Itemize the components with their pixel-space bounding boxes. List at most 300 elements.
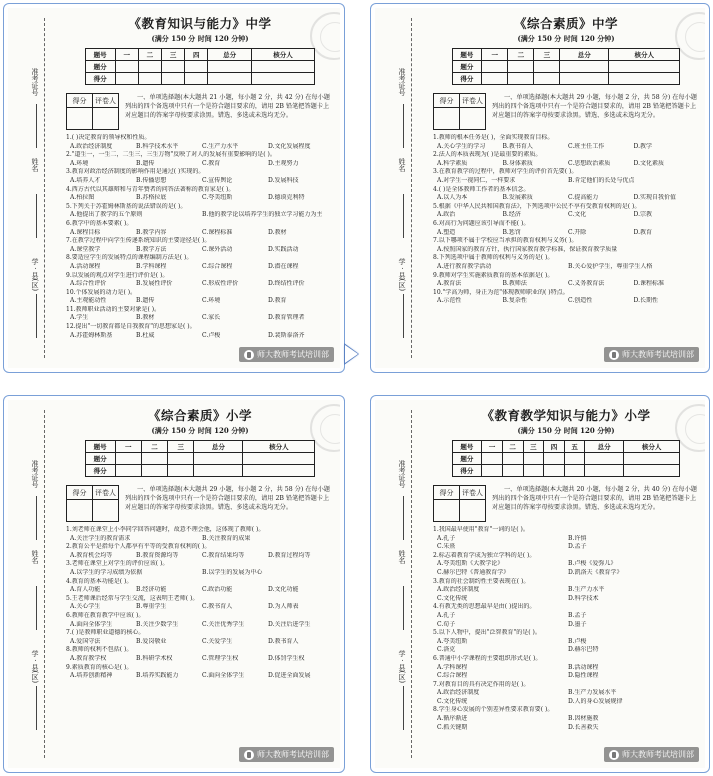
- question-options: [66, 603, 334, 612]
- answer-option[interactable]: C.环境: [202, 297, 221, 305]
- answer-option[interactable]: A.培养创新精神: [70, 672, 113, 680]
- margin-label: 姓名: [398, 158, 406, 172]
- answer-option[interactable]: A.活动课程: [70, 262, 101, 270]
- score-row: [85, 453, 314, 465]
- answer-option[interactable]: B.遗传: [136, 159, 155, 167]
- question-options: [66, 229, 334, 238]
- watermark-badge: [604, 747, 699, 762]
- section-header: [433, 93, 699, 130]
- answer-option[interactable]: B.科学技术水平: [136, 142, 179, 150]
- answer-option[interactable]: D.主观努力: [268, 159, 299, 167]
- score-blank-cell[interactable]: [502, 465, 523, 477]
- answer-option[interactable]: D.教育: [268, 297, 287, 305]
- sheet-content: [433, 12, 699, 364]
- answer-option[interactable]: B.教师法: [502, 280, 527, 288]
- score-header-cell: 总分: [585, 441, 624, 453]
- answer-option[interactable]: D.墨子: [568, 620, 587, 628]
- watermark-text: 师大教师考试培训部: [622, 750, 694, 759]
- answer-option[interactable]: A.政治经济制度: [437, 689, 480, 697]
- score-blank-cell[interactable]: [162, 73, 185, 85]
- answer-option[interactable]: C.创造性: [568, 297, 593, 305]
- exam-subtitle: (满分 150 分 时间 120 分钟): [517, 426, 615, 435]
- answer-option[interactable]: D.潜在课程: [268, 262, 299, 270]
- answer-option[interactable]: D.德谟克利特: [268, 194, 305, 202]
- answer-option[interactable]: D.实践活动: [268, 245, 299, 253]
- score-header-cell: 四: [185, 49, 208, 61]
- fill-line: [36, 194, 37, 238]
- score-row-label: 题分: [452, 61, 482, 73]
- score-blank-cell[interactable]: [251, 61, 315, 73]
- score-header-cell: 核分人: [623, 441, 679, 453]
- answer-option[interactable]: B.学科课程: [136, 262, 167, 270]
- answer-option[interactable]: D.教书育人: [268, 637, 299, 645]
- score-table: [452, 440, 681, 477]
- answer-option[interactable]: B.培养实践能力: [136, 672, 179, 680]
- answer-option[interactable]: B.经济: [502, 211, 521, 219]
- margin-label: 学 · 县(区): [398, 650, 406, 684]
- answer-option[interactable]: D.科学技术: [568, 594, 599, 602]
- score-blank-cell[interactable]: [138, 61, 161, 73]
- score-header-cell: 题号: [452, 49, 482, 61]
- answer-option[interactable]: A.教育教学权: [70, 654, 107, 662]
- score-row: [452, 61, 680, 73]
- answer-option[interactable]: B.肯定他们的长处与优点: [568, 176, 635, 184]
- answer-option[interactable]: B.发展素质: [502, 194, 533, 202]
- score-blank-cell[interactable]: [609, 61, 680, 73]
- answer-option[interactable]: A.面向全体学生: [70, 620, 113, 628]
- answer-option[interactable]: B.身体素质: [502, 159, 533, 167]
- answer-option[interactable]: C.班主任工作: [568, 142, 605, 150]
- answer-option[interactable]: B.苏格拉底: [136, 194, 167, 202]
- section-instructions: 一、单项选择题(本大题共 21 小题，每小题 2 分，共 42 分) 在每小题列出的四个备选项中只有一个是符合题目要求的，请用 2B 铅笔把答题卡上对应题目的答案字母按要求涂黑。错选、多选或未选均无分。: [125, 94, 330, 120]
- answer-option[interactable]: D.终结性评价: [268, 280, 305, 288]
- answer-option[interactable]: C.形成性评价: [202, 280, 239, 288]
- grader-blank[interactable]: [460, 108, 486, 130]
- answer-option[interactable]: A.以学生的学习成绩为依据: [70, 568, 143, 576]
- answer-option[interactable]: B.杜威: [136, 331, 155, 339]
- answer-option[interactable]: D.课程标准: [633, 280, 665, 288]
- grader-blank[interactable]: [434, 500, 460, 522]
- answer-option[interactable]: B.卢梭: [568, 637, 587, 645]
- answer-option[interactable]: C.文化传统: [437, 594, 468, 602]
- answer-option[interactable]: B.因材施教: [568, 715, 599, 723]
- answer-option[interactable]: C.抓关键期: [437, 723, 468, 731]
- answer-option[interactable]: D.赫尔巴特: [568, 646, 599, 654]
- score-blank-cell[interactable]: [141, 465, 167, 477]
- score-header-cell: 二: [502, 441, 523, 453]
- answer-option[interactable]: C.荀子: [437, 620, 456, 628]
- score-blank-cell[interactable]: [194, 465, 243, 477]
- question-stem: 5.下列关于苏霍姆林斯基的说法错误的是( )。: [66, 202, 187, 210]
- score-blank-cell[interactable]: [508, 61, 534, 73]
- answer-option[interactable]: A.按照国家的教育方针，执行国家教育教学标准，保证教育教学质量: [437, 245, 618, 253]
- answer-option[interactable]: C.提高能力: [568, 194, 599, 202]
- question-stem: 1.刘老师在课堂上小李同学回答问题时，故意不理会他，这体现了教师( )。: [66, 526, 265, 533]
- grader-blank[interactable]: [67, 108, 93, 130]
- score-blank-cell[interactable]: [115, 61, 138, 73]
- exam-sheet: [8, 8, 340, 368]
- question-stem: 9.以发展的观点对学生进行评价是( )。: [66, 271, 169, 279]
- score-row-label: 得分: [452, 73, 482, 85]
- score-header-cell: 总分: [208, 49, 251, 61]
- answer-option[interactable]: B.卢梭《爱弥儿》: [568, 560, 617, 568]
- score-header-cell: 一: [482, 49, 508, 61]
- answer-option[interactable]: A.以人为本: [437, 194, 468, 202]
- score-header-cell: 三: [162, 49, 185, 61]
- answer-option[interactable]: A.夸美纽斯《大教学论》: [437, 560, 504, 568]
- question-stem: 5.王老师课后经常与学生交流，这表明王老师( )。: [66, 594, 199, 602]
- answer-option[interactable]: A.孔子: [437, 534, 456, 542]
- answer-option[interactable]: A.循序渐进: [437, 715, 468, 723]
- score-blank-cell[interactable]: [482, 453, 503, 465]
- question-stem: 3.教育的社会制约性主要表现在( )。: [433, 577, 530, 585]
- watermark-badge: [604, 347, 699, 362]
- answer-option[interactable]: A.塑造: [437, 228, 456, 236]
- answer-option[interactable]: D.发展科技: [268, 176, 299, 184]
- question-options: [433, 143, 699, 152]
- answer-option[interactable]: B.发展性评价: [136, 280, 173, 288]
- answer-option[interactable]: B.教材: [136, 314, 155, 322]
- answer-option[interactable]: B.遗传: [136, 297, 155, 305]
- answer-option[interactable]: D.教材: [268, 228, 287, 236]
- margin-label: 学 · 县(区): [398, 258, 406, 292]
- answer-option[interactable]: D.裴斯泰洛齐: [268, 331, 305, 339]
- question-options: [433, 246, 699, 255]
- score-header-cell: 核分人: [609, 49, 680, 61]
- question-options: [66, 535, 334, 544]
- section-header: [433, 485, 699, 522]
- margin-label: 准考证号: [31, 68, 39, 96]
- panel-bottom-right: [370, 395, 710, 773]
- score-blank-cell[interactable]: [243, 453, 315, 465]
- answer-option[interactable]: A.关心学生的学习: [437, 142, 486, 150]
- answer-option[interactable]: C.政治功能: [202, 586, 233, 594]
- watermark-text: 师大教师考试培训部: [622, 350, 694, 359]
- question-stem: 3.在教育教学的过程中，教师对学生的评价首先要( )。: [433, 168, 578, 176]
- answer-option[interactable]: C.洛克: [437, 646, 456, 654]
- score-blank-cell[interactable]: [168, 465, 194, 477]
- answer-option[interactable]: C.朱熹: [437, 543, 456, 551]
- grader-blank[interactable]: [93, 500, 119, 522]
- margin-label: 学 · 县(区): [31, 650, 39, 684]
- answer-option[interactable]: D.体罚学生权: [268, 654, 305, 662]
- score-blank-cell[interactable]: [564, 465, 585, 477]
- question-options: [66, 586, 334, 595]
- wechat-logo-icon: [244, 750, 254, 760]
- watermark-badge: [239, 347, 334, 362]
- answer-option[interactable]: A.培养人才: [70, 176, 101, 184]
- answer-option[interactable]: A.爱国守法: [70, 637, 101, 645]
- answer-option[interactable]: C.课程标准: [202, 228, 233, 236]
- question-stem: 2.教育公平是指每个人都享有平等的受教育权利的( )。: [66, 543, 211, 551]
- answer-option[interactable]: C.赫尔巴特《普通教育学》: [437, 568, 510, 576]
- question-options: [433, 229, 699, 238]
- answer-option[interactable]: D.长善救失: [568, 723, 599, 731]
- answer-option[interactable]: D.文化素质: [633, 159, 665, 167]
- answer-option[interactable]: C.卢梭: [202, 331, 221, 339]
- answer-option[interactable]: A.示范性: [437, 297, 462, 305]
- answer-option[interactable]: A.他提出了教学的五个原则: [70, 211, 143, 219]
- answer-option[interactable]: C.管理学生权: [202, 654, 239, 662]
- grader-box: [66, 485, 119, 522]
- answer-option[interactable]: C.义务教育法: [568, 280, 605, 288]
- question-options: [66, 672, 334, 681]
- answer-option[interactable]: B.经济功能: [136, 586, 167, 594]
- question-options: [66, 297, 334, 306]
- score-blank-cell[interactable]: [534, 61, 560, 73]
- section-header: [66, 93, 334, 130]
- question-options: [66, 638, 334, 647]
- answer-option[interactable]: B.以学生的发展为中心: [202, 568, 263, 576]
- answer-option[interactable]: A.政治经济制度: [437, 586, 480, 594]
- question-stem: 10."学高为师，身正为范"体现教师职业的( )特点。: [433, 288, 569, 296]
- exam-title: 《教育教学知识与能力》小学: [481, 408, 651, 423]
- score-header-cell: 一: [482, 441, 503, 453]
- score-blank-cell[interactable]: [162, 61, 185, 73]
- answer-option[interactable]: A.科学素质: [437, 159, 468, 167]
- score-blank-cell[interactable]: [585, 453, 624, 465]
- answer-option[interactable]: D.实现自我价值: [633, 194, 677, 202]
- answer-option[interactable]: D.文化功能: [268, 586, 299, 594]
- question-stem: 9.素质教育的核心是( )。: [66, 663, 133, 671]
- answer-option[interactable]: A.课程目标: [70, 228, 101, 236]
- grader-blank[interactable]: [93, 108, 119, 130]
- answer-option[interactable]: C.教书育人: [202, 603, 233, 611]
- score-blank-cell[interactable]: [141, 453, 167, 465]
- grader-blank[interactable]: [67, 500, 93, 522]
- answer-option[interactable]: C.综合课程: [437, 672, 468, 680]
- answer-option[interactable]: A.进行教育教学活动: [437, 262, 492, 270]
- score-header-cell: 核分人: [251, 49, 315, 61]
- answer-option[interactable]: C.综合课程: [202, 262, 233, 270]
- score-row: [85, 465, 314, 477]
- sheet-content: [433, 404, 699, 764]
- answer-option[interactable]: D.教学: [633, 142, 653, 150]
- answer-option[interactable]: B.关注少数学生: [136, 620, 179, 628]
- answer-option[interactable]: B.科研学术权: [136, 654, 173, 662]
- cut-line: [411, 410, 412, 758]
- score-table: [85, 48, 315, 85]
- score-header-row: [452, 441, 680, 453]
- answer-option[interactable]: B.生产力水平: [568, 586, 605, 594]
- grader-blank[interactable]: [434, 108, 460, 130]
- answer-option[interactable]: C.关爱学生: [202, 637, 233, 645]
- answer-option[interactable]: A.夸美纽斯: [437, 637, 468, 645]
- score-blank-cell[interactable]: [208, 73, 251, 85]
- answer-option[interactable]: C.夸美纽斯: [202, 194, 233, 202]
- answer-option[interactable]: C.文化传统: [437, 697, 468, 705]
- score-blank-cell[interactable]: [623, 453, 679, 465]
- question-options: [66, 263, 334, 272]
- grader-label: 评卷人: [93, 486, 119, 500]
- question-list: [433, 134, 699, 306]
- score-header-cell: 二: [138, 49, 161, 61]
- question-options: [433, 211, 699, 220]
- grader-label: 评卷人: [460, 94, 486, 108]
- watermark-text: 师大教师考试培训部: [257, 750, 329, 759]
- watermark-text: 师大教师考试培训部: [257, 350, 329, 359]
- answer-option[interactable]: B.惩罚: [502, 228, 521, 236]
- answer-option[interactable]: B.关注教育的成果: [202, 534, 251, 542]
- question-stem: 7.( )是教师职业道德的核心。: [66, 629, 145, 637]
- answer-option[interactable]: A.环境: [70, 159, 89, 167]
- score-blank-cell[interactable]: [502, 453, 523, 465]
- answer-option[interactable]: D.隐性课程: [568, 672, 599, 680]
- question-options: [66, 569, 334, 578]
- answer-option[interactable]: C.教育: [202, 159, 221, 167]
- answer-option[interactable]: B.爱岗敬业: [136, 637, 167, 645]
- answer-option[interactable]: B.生产力发展水平: [568, 689, 617, 697]
- answer-option[interactable]: A.学科课程: [437, 663, 468, 671]
- answer-option[interactable]: D.长期性: [633, 297, 659, 305]
- score-blank-cell[interactable]: [194, 453, 243, 465]
- answer-option[interactable]: D.宗教: [633, 211, 653, 219]
- answer-option[interactable]: C.关注优秀学生: [202, 620, 245, 628]
- score-blank-cell[interactable]: [115, 465, 141, 477]
- grader-label: 得分: [434, 94, 460, 108]
- question-options: [66, 194, 334, 203]
- score-header-cell: 二: [508, 49, 534, 61]
- answer-option[interactable]: C.生产力水平: [202, 142, 239, 150]
- score-blank-cell[interactable]: [243, 465, 315, 477]
- score-blank-cell[interactable]: [185, 61, 208, 73]
- panel-top-left: [3, 3, 345, 373]
- score-blank-cell[interactable]: [168, 453, 194, 465]
- answer-option[interactable]: B.教学方法: [136, 245, 167, 253]
- fill-line: [36, 104, 37, 148]
- margin-label: 学 · 县(区): [31, 258, 39, 292]
- answer-option[interactable]: A.政治经济制度: [70, 142, 113, 150]
- answer-option[interactable]: A.关心学生: [70, 603, 101, 611]
- answer-option[interactable]: A.柏拉图: [70, 194, 95, 202]
- score-blank-cell[interactable]: [623, 465, 679, 477]
- answer-option[interactable]: A.学生: [70, 314, 89, 322]
- score-blank-cell[interactable]: [523, 453, 544, 465]
- question-options: [433, 160, 699, 169]
- answer-option[interactable]: A.孔子: [437, 611, 456, 619]
- score-blank-cell[interactable]: [609, 73, 680, 85]
- answer-option[interactable]: B.教书育人: [502, 142, 533, 150]
- answer-option[interactable]: C.思想政治素质: [568, 159, 611, 167]
- answer-option[interactable]: D.教育过程均等: [268, 551, 311, 559]
- answer-option[interactable]: C.教育结果均等: [202, 551, 245, 559]
- score-blank-cell[interactable]: [482, 73, 508, 85]
- exam-subtitle: (满分 150 分 时间 120 分钟): [151, 34, 249, 43]
- question-options: [433, 715, 699, 732]
- answer-option[interactable]: D.孟子: [568, 543, 587, 551]
- answer-option[interactable]: D.人的身心发展规律: [568, 697, 623, 705]
- answer-option[interactable]: B.孟子: [568, 611, 587, 619]
- watermark-badge: [239, 747, 334, 762]
- score-blank-cell[interactable]: [208, 61, 251, 73]
- answer-option[interactable]: D.教育管理者: [268, 314, 305, 322]
- answer-option[interactable]: A.教育机会均等: [70, 551, 113, 559]
- question-stem: 1.教师的根本任务是( )，全面实现教育目标。: [433, 134, 554, 141]
- score-blank-cell[interactable]: [523, 465, 544, 477]
- score-blank-cell[interactable]: [138, 73, 161, 85]
- score-blank-cell[interactable]: [115, 73, 138, 85]
- answer-option[interactable]: D.关注后进学生: [268, 620, 311, 628]
- answer-option[interactable]: C.课外活动: [202, 245, 233, 253]
- score-blank-cell[interactable]: [185, 73, 208, 85]
- answer-option[interactable]: B.传播思想: [136, 176, 167, 184]
- wechat-logo-icon: [244, 350, 254, 360]
- score-row-label: 得分: [452, 465, 482, 477]
- answer-option[interactable]: A.苏霍姆林斯基: [70, 331, 113, 339]
- score-blank-cell[interactable]: [482, 465, 503, 477]
- question-options: [433, 586, 699, 603]
- answer-option[interactable]: A.对学生一视同仁，一样要求: [437, 176, 516, 184]
- score-header-cell: 一: [115, 441, 141, 453]
- answer-option[interactable]: A.政治: [437, 211, 456, 219]
- score-blank-cell[interactable]: [534, 73, 560, 85]
- answer-option[interactable]: C.开除: [568, 228, 587, 236]
- fill-line: [36, 586, 37, 630]
- score-blank-cell[interactable]: [115, 453, 141, 465]
- section-header: [66, 485, 334, 522]
- answer-option[interactable]: B.许慎: [568, 534, 587, 542]
- score-header-cell: 核分人: [243, 441, 315, 453]
- answer-option[interactable]: A.教育法: [437, 280, 462, 288]
- score-blank-cell[interactable]: [508, 73, 534, 85]
- panel-top-right: [370, 3, 710, 373]
- answer-option[interactable]: A.课堂教学: [70, 245, 101, 253]
- section-instructions: 一、单项选择题(本大题共 29 小题，每小题 2 分，共 58 分) 在每小题列出的四个备选项中只有一个是符合题目要求的，请用 2B 铅笔把答题卡上对应题目的答案字母按要求涂黑。错选、多选或未选均无分。: [125, 486, 330, 512]
- answer-option[interactable]: A.育人功能: [70, 586, 101, 594]
- wechat-logo-icon: [609, 350, 619, 360]
- binding-margin: [8, 400, 66, 768]
- score-blank-cell[interactable]: [544, 465, 565, 477]
- answer-option[interactable]: C.宣传舆论: [202, 176, 233, 184]
- score-blank-cell[interactable]: [564, 453, 585, 465]
- answer-option[interactable]: D.文化发展程度: [268, 142, 311, 150]
- score-blank-cell[interactable]: [585, 465, 624, 477]
- question-stem: 1.我国最早使用"教育"一词的是( )。: [433, 526, 529, 533]
- answer-option[interactable]: B.复杂性: [502, 297, 527, 305]
- answer-option[interactable]: B.教育资源均等: [136, 551, 179, 559]
- answer-option[interactable]: D.教育: [633, 228, 653, 236]
- score-header-cell: 二: [141, 441, 167, 453]
- answer-option[interactable]: C.家长: [202, 314, 221, 322]
- answer-option[interactable]: B.教学内容: [136, 228, 167, 236]
- answer-option[interactable]: D.促进全面发展: [268, 672, 311, 680]
- answer-option[interactable]: D.为人师表: [268, 603, 299, 611]
- answer-option[interactable]: A.主观能动性: [70, 297, 107, 305]
- score-blank-cell[interactable]: [251, 73, 315, 85]
- score-blank-cell[interactable]: [544, 453, 565, 465]
- answer-option[interactable]: A.关注学生的教育需求: [70, 534, 131, 542]
- score-blank-cell[interactable]: [482, 61, 508, 73]
- margin-label: 准考证号: [31, 460, 39, 488]
- question-stem: 11.教师职业活动的主要对象是( )。: [66, 305, 161, 313]
- exam-subtitle: (满分 150 分 时间 120 分钟): [151, 426, 249, 435]
- margin-label: 姓名: [398, 550, 406, 564]
- grader-blank[interactable]: [460, 500, 486, 522]
- answer-option[interactable]: C.面向全体学生: [202, 672, 245, 680]
- question-stem: 9.教师对学生实施素质教育的基本依据是( )。: [433, 271, 554, 279]
- answer-option[interactable]: D.凯洛夫《教育学》: [568, 568, 623, 576]
- answer-option[interactable]: B.他的教学论以培养学生的独立学习能力为主: [202, 211, 323, 219]
- score-blank-cell[interactable]: [560, 73, 609, 85]
- answer-option[interactable]: B.尊重学生: [136, 603, 167, 611]
- question-list: [66, 526, 334, 681]
- answer-option[interactable]: C.文化: [568, 211, 587, 219]
- answer-option[interactable]: B.关心爱护学生，尊重学生人格: [568, 262, 653, 270]
- score-blank-cell[interactable]: [560, 61, 609, 73]
- grader-label: 评卷人: [93, 94, 119, 108]
- answer-option[interactable]: A.综合性评价: [70, 280, 107, 288]
- answer-option[interactable]: B.活动课程: [568, 663, 599, 671]
